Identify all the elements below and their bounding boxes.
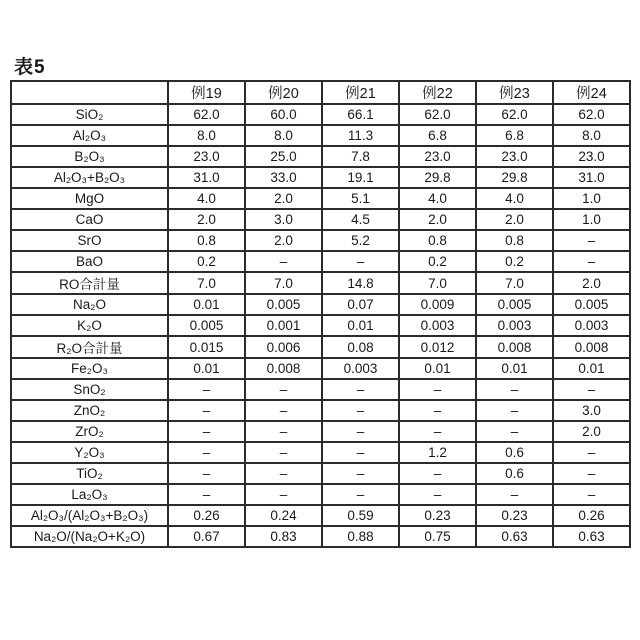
column-header-example-23: 例23 <box>476 81 553 104</box>
table-row <box>11 505 630 526</box>
cell-value: 0.23 <box>399 505 476 526</box>
cell-value: 62.0 <box>553 104 630 125</box>
cell-value: 0.8 <box>476 230 553 251</box>
cell-value: 1.0 <box>553 209 630 230</box>
cell-value: 7.0 <box>476 272 553 294</box>
cell-value: 62.0 <box>399 104 476 125</box>
row-label: R₂O合計量 <box>11 336 168 358</box>
table-row <box>11 104 630 125</box>
row-label: Y₂O₃ <box>11 442 168 463</box>
table-row <box>11 379 630 400</box>
cell-value: 8.0 <box>168 125 245 146</box>
header-row <box>11 81 630 104</box>
row-label: MgO <box>11 188 168 209</box>
cell-value: 31.0 <box>553 167 630 188</box>
row-label: Fe₂O₃ <box>11 358 168 379</box>
cell-value: 60.0 <box>245 104 322 125</box>
cell-value: 0.26 <box>553 505 630 526</box>
cell-value: – <box>322 484 399 505</box>
table-row <box>11 272 630 294</box>
cell-value: 5.1 <box>322 188 399 209</box>
cell-value: 7.0 <box>399 272 476 294</box>
cell-value: – <box>322 400 399 421</box>
cell-value: 0.005 <box>168 315 245 336</box>
cell-value: 0.012 <box>399 336 476 358</box>
cell-value: 0.75 <box>399 526 476 547</box>
cell-value: – <box>399 484 476 505</box>
table-row <box>11 294 630 315</box>
cell-value: 7.0 <box>245 272 322 294</box>
row-label: La₂O₃ <box>11 484 168 505</box>
table-body <box>11 104 630 547</box>
cell-value: 0.003 <box>322 358 399 379</box>
table-row <box>11 484 630 505</box>
cell-value: – <box>322 379 399 400</box>
row-label: SiO₂ <box>11 104 168 125</box>
cell-value: 2.0 <box>399 209 476 230</box>
cell-value: – <box>553 463 630 484</box>
cell-value: 66.1 <box>322 104 399 125</box>
row-label: Na₂O <box>11 294 168 315</box>
cell-value: 0.005 <box>476 294 553 315</box>
cell-value: 0.2 <box>476 251 553 272</box>
cell-value: – <box>476 379 553 400</box>
row-label: SrO <box>11 230 168 251</box>
cell-value: – <box>168 379 245 400</box>
row-label: ZnO₂ <box>11 400 168 421</box>
cell-value: – <box>322 251 399 272</box>
cell-value: 14.8 <box>322 272 399 294</box>
cell-value: – <box>399 400 476 421</box>
cell-value: 0.01 <box>168 358 245 379</box>
table-row <box>11 251 630 272</box>
table-title: 表5 <box>14 57 46 78</box>
cell-value: – <box>245 379 322 400</box>
cell-value: – <box>553 379 630 400</box>
cell-value: 0.015 <box>168 336 245 358</box>
cell-value: – <box>553 442 630 463</box>
cell-value: 0.26 <box>168 505 245 526</box>
cell-value: 23.0 <box>476 146 553 167</box>
cell-value: 62.0 <box>476 104 553 125</box>
column-header-example-21: 例21 <box>322 81 399 104</box>
cell-value: 0.63 <box>476 526 553 547</box>
cell-value: 0.003 <box>476 315 553 336</box>
row-label: ZrO₂ <box>11 421 168 442</box>
cell-value: – <box>168 463 245 484</box>
cell-value: 0.6 <box>476 463 553 484</box>
cell-value: 2.0 <box>553 272 630 294</box>
cell-value: – <box>245 442 322 463</box>
table-row <box>11 421 630 442</box>
cell-value: 0.63 <box>553 526 630 547</box>
cell-value: – <box>476 484 553 505</box>
row-label: Al₂O₃ <box>11 125 168 146</box>
cell-value: 0.006 <box>245 336 322 358</box>
composition-table <box>10 80 631 548</box>
row-label: SnO₂ <box>11 379 168 400</box>
cell-value: – <box>245 421 322 442</box>
cell-value: – <box>399 421 476 442</box>
cell-value: 33.0 <box>245 167 322 188</box>
cell-value: 0.6 <box>476 442 553 463</box>
cell-value: 0.01 <box>399 358 476 379</box>
corner-cell <box>11 81 168 104</box>
cell-value: 6.8 <box>476 125 553 146</box>
cell-value: 0.23 <box>476 505 553 526</box>
cell-value: – <box>168 400 245 421</box>
cell-value: 0.8 <box>168 230 245 251</box>
cell-value: 0.24 <box>245 505 322 526</box>
row-label: BaO <box>11 251 168 272</box>
cell-value: 7.0 <box>168 272 245 294</box>
cell-value: 1.2 <box>399 442 476 463</box>
cell-value: 0.01 <box>168 294 245 315</box>
cell-value: – <box>245 463 322 484</box>
cell-value: 0.008 <box>245 358 322 379</box>
cell-value: – <box>322 442 399 463</box>
table-row <box>11 146 630 167</box>
cell-value: 23.0 <box>553 146 630 167</box>
cell-value: 3.0 <box>245 209 322 230</box>
cell-value: 5.2 <box>322 230 399 251</box>
cell-value: 62.0 <box>168 104 245 125</box>
cell-value: 0.08 <box>322 336 399 358</box>
table-row <box>11 188 630 209</box>
cell-value: 3.0 <box>553 400 630 421</box>
cell-value: 0.003 <box>553 315 630 336</box>
row-label: Na₂O/(Na₂O+K₂O) <box>11 526 168 547</box>
cell-value: – <box>245 251 322 272</box>
table-row <box>11 526 630 547</box>
cell-value: 29.8 <box>476 167 553 188</box>
table-row <box>11 358 630 379</box>
row-label: Al₂O₃/(Al₂O₃+B₂O₃) <box>11 505 168 526</box>
cell-value: 0.01 <box>476 358 553 379</box>
column-header-example-22: 例22 <box>399 81 476 104</box>
row-label: Al₂O₃+B₂O₃ <box>11 167 168 188</box>
cell-value: – <box>399 379 476 400</box>
cell-value: – <box>476 421 553 442</box>
cell-value: 0.88 <box>322 526 399 547</box>
cell-value: – <box>168 442 245 463</box>
cell-value: 4.5 <box>322 209 399 230</box>
cell-value: 0.008 <box>553 336 630 358</box>
column-header-example-24: 例24 <box>553 81 630 104</box>
cell-value: 7.8 <box>322 146 399 167</box>
cell-value: 4.0 <box>399 188 476 209</box>
table-row <box>11 336 630 358</box>
cell-value: 4.0 <box>476 188 553 209</box>
cell-value: 2.0 <box>245 230 322 251</box>
cell-value: 0.005 <box>553 294 630 315</box>
cell-value: 0.2 <box>168 251 245 272</box>
column-header-example-19: 例19 <box>168 81 245 104</box>
cell-value: 0.01 <box>322 315 399 336</box>
table-row <box>11 463 630 484</box>
table-row <box>11 167 630 188</box>
table-row <box>11 209 630 230</box>
cell-value: 0.83 <box>245 526 322 547</box>
cell-value: 0.07 <box>322 294 399 315</box>
row-label: K₂O <box>11 315 168 336</box>
cell-value: – <box>168 421 245 442</box>
cell-value: 23.0 <box>168 146 245 167</box>
table-row <box>11 442 630 463</box>
cell-value: – <box>322 421 399 442</box>
table-row <box>11 400 630 421</box>
cell-value: 0.008 <box>476 336 553 358</box>
row-label: B₂O₃ <box>11 146 168 167</box>
cell-value: – <box>553 230 630 251</box>
cell-value: 2.0 <box>168 209 245 230</box>
cell-value: 8.0 <box>245 125 322 146</box>
row-label: RO合計量 <box>11 272 168 294</box>
table-row <box>11 230 630 251</box>
cell-value: 31.0 <box>168 167 245 188</box>
cell-value: 0.001 <box>245 315 322 336</box>
row-label: TiO₂ <box>11 463 168 484</box>
cell-value: – <box>245 400 322 421</box>
cell-value: 4.0 <box>168 188 245 209</box>
cell-value: – <box>553 484 630 505</box>
row-label: CaO <box>11 209 168 230</box>
cell-value: 19.1 <box>322 167 399 188</box>
cell-value: 1.0 <box>553 188 630 209</box>
cell-value: 25.0 <box>245 146 322 167</box>
cell-value: 0.009 <box>399 294 476 315</box>
cell-value: 0.59 <box>322 505 399 526</box>
cell-value: 0.005 <box>245 294 322 315</box>
cell-value: 8.0 <box>553 125 630 146</box>
cell-value: 2.0 <box>245 188 322 209</box>
cell-value: – <box>168 484 245 505</box>
cell-value: – <box>322 463 399 484</box>
table-row <box>11 125 630 146</box>
cell-value: – <box>476 400 553 421</box>
cell-value: 23.0 <box>399 146 476 167</box>
cell-value: – <box>399 463 476 484</box>
cell-value: 2.0 <box>553 421 630 442</box>
cell-value: 6.8 <box>399 125 476 146</box>
cell-value: 29.8 <box>399 167 476 188</box>
cell-value: – <box>245 484 322 505</box>
cell-value: 0.67 <box>168 526 245 547</box>
cell-value: 0.8 <box>399 230 476 251</box>
cell-value: 0.003 <box>399 315 476 336</box>
cell-value: – <box>553 251 630 272</box>
cell-value: 2.0 <box>476 209 553 230</box>
cell-value: 11.3 <box>322 125 399 146</box>
cell-value: 0.2 <box>399 251 476 272</box>
table-row <box>11 315 630 336</box>
column-header-example-20: 例20 <box>245 81 322 104</box>
cell-value: 0.01 <box>553 358 630 379</box>
